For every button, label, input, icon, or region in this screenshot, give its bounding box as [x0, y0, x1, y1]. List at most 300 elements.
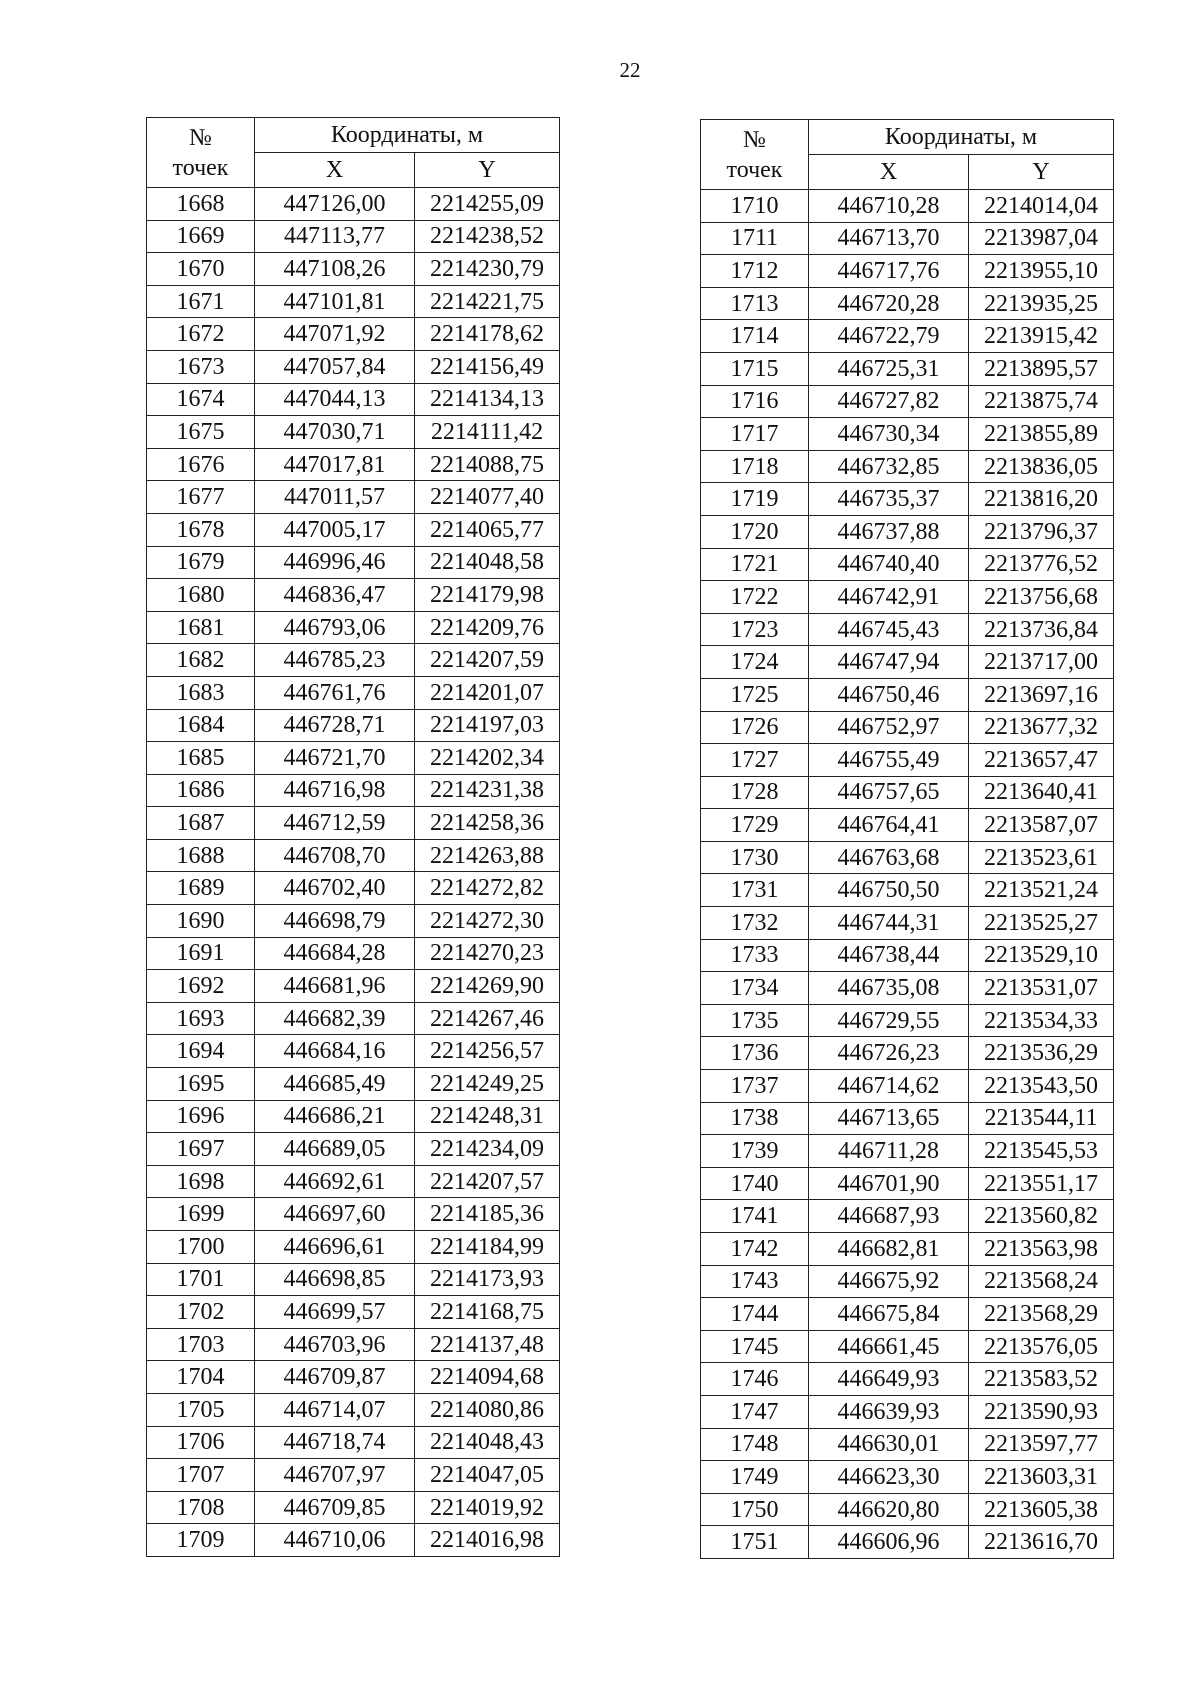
- table-row: [147, 546, 560, 579]
- x-coordinate-cell: 446692,61: [255, 1165, 415, 1198]
- table-row: [147, 253, 560, 286]
- table-row: [701, 678, 1114, 711]
- table-row: [701, 222, 1114, 255]
- y-coordinate-cell: 2214094,68: [415, 1361, 560, 1394]
- y-coordinate-cell: 2214263,88: [415, 839, 560, 872]
- table-row: [147, 1263, 560, 1296]
- point-number-cell: 1689: [147, 872, 255, 905]
- x-coordinate-cell: 446710,28: [809, 190, 969, 223]
- x-coordinate-cell: 446689,05: [255, 1133, 415, 1166]
- y-coordinate-cell: 2214185,36: [415, 1198, 560, 1231]
- table-row: [701, 548, 1114, 581]
- table-row: [147, 318, 560, 351]
- x-coordinate-cell: 446713,70: [809, 222, 969, 255]
- table-row: [701, 1395, 1114, 1428]
- x-coordinate-cell: 447044,13: [255, 383, 415, 416]
- y-coordinate-cell: 2213529,10: [969, 939, 1114, 972]
- x-coordinate-cell: 446620,80: [809, 1493, 969, 1526]
- point-number-cell: 1704: [147, 1361, 255, 1394]
- point-number-cell: 1715: [701, 352, 809, 385]
- x-coordinate-cell: 446727,82: [809, 385, 969, 418]
- y-coordinate-cell: 2214065,77: [415, 513, 560, 546]
- table-row: [701, 1102, 1114, 1135]
- x-coordinate-cell: 446703,96: [255, 1328, 415, 1361]
- point-number-cell: 1700: [147, 1231, 255, 1264]
- y-coordinate-cell: 2214269,90: [415, 970, 560, 1003]
- point-number-cell: 1730: [701, 841, 809, 874]
- y-coordinate-cell: 2213836,05: [969, 450, 1114, 483]
- point-number-cell: 1735: [701, 1004, 809, 1037]
- x-coordinate-cell: 446661,45: [809, 1330, 969, 1363]
- y-coordinate-cell: 2213568,29: [969, 1298, 1114, 1331]
- point-number-cell: 1691: [147, 937, 255, 970]
- y-coordinate-cell: 2214019,92: [415, 1491, 560, 1524]
- y-coordinate-cell: 2214047,05: [415, 1459, 560, 1492]
- point-number-cell: 1669: [147, 220, 255, 253]
- y-coordinate-cell: 2214231,38: [415, 774, 560, 807]
- x-coordinate-cell: 446740,40: [809, 548, 969, 581]
- y-coordinate-cell: 2213915,42: [969, 320, 1114, 353]
- y-coordinate-cell: 2214048,58: [415, 546, 560, 579]
- x-coordinate-cell: 446721,70: [255, 742, 415, 775]
- table-row: [147, 839, 560, 872]
- point-number-cell: 1733: [701, 939, 809, 972]
- table-row: [701, 744, 1114, 777]
- point-number-cell: 1677: [147, 481, 255, 514]
- point-number-cell: 1749: [701, 1461, 809, 1494]
- point-number-header: [147, 118, 255, 188]
- x-coordinate-cell: 446747,94: [809, 646, 969, 679]
- x-coordinate-cell: 446623,30: [809, 1461, 969, 1494]
- x-coordinate-cell: 446763,68: [809, 841, 969, 874]
- table-row: [701, 1037, 1114, 1070]
- point-number-cell: 1693: [147, 1002, 255, 1035]
- table-row: [701, 711, 1114, 744]
- y-coordinate-cell: 2213543,50: [969, 1070, 1114, 1103]
- table-row: [147, 579, 560, 612]
- y-coordinate-cell: 2213536,29: [969, 1037, 1114, 1070]
- y-coordinate-cell: 2213597,77: [969, 1428, 1114, 1461]
- y-coordinate-cell: 2213521,24: [969, 874, 1114, 907]
- table-row: [701, 1200, 1114, 1233]
- x-coordinate-cell: 446711,28: [809, 1135, 969, 1168]
- y-coordinate-cell: 2213657,47: [969, 744, 1114, 777]
- point-number-cell: 1747: [701, 1395, 809, 1428]
- y-coordinate-cell: 2213560,82: [969, 1200, 1114, 1233]
- point-number-cell: 1705: [147, 1393, 255, 1426]
- point-number-cell: 1678: [147, 513, 255, 546]
- table-row: [147, 513, 560, 546]
- x-coordinate-cell: 446696,61: [255, 1231, 415, 1264]
- y-coordinate-cell: 2214080,86: [415, 1393, 560, 1426]
- x-coordinate-cell: 446764,41: [809, 809, 969, 842]
- point-number-cell: 1708: [147, 1491, 255, 1524]
- table-row: [147, 188, 560, 221]
- point-number-cell: 1736: [701, 1037, 809, 1070]
- point-number-cell: 1683: [147, 676, 255, 709]
- table-row: [701, 939, 1114, 972]
- point-number-header: [701, 120, 809, 190]
- table-row: [147, 383, 560, 416]
- point-number-cell: 1722: [701, 581, 809, 614]
- y-coordinate-cell: 2213568,24: [969, 1265, 1114, 1298]
- table-row: [701, 1526, 1114, 1559]
- point-number-cell: 1737: [701, 1070, 809, 1103]
- point-number-cell: 1676: [147, 448, 255, 481]
- y-coordinate-cell: 2214230,79: [415, 253, 560, 286]
- table-row: [147, 448, 560, 481]
- table-body-left: [147, 188, 560, 1557]
- table-row: [147, 970, 560, 1003]
- y-coordinate-cell: 2214111,42: [415, 416, 560, 449]
- y-coordinate-cell: 2213545,53: [969, 1135, 1114, 1168]
- x-coordinate-cell: 446744,31: [809, 907, 969, 940]
- x-coordinate-cell: 447011,57: [255, 481, 415, 514]
- table-row: [701, 646, 1114, 679]
- table-row: [701, 287, 1114, 320]
- x-coordinate-cell: 446996,46: [255, 546, 415, 579]
- point-number-cell: 1709: [147, 1524, 255, 1557]
- point-number-cell: 1713: [701, 287, 809, 320]
- point-number-cell: 1717: [701, 418, 809, 451]
- x-coordinate-cell: 446785,23: [255, 644, 415, 677]
- y-coordinate-cell: 2214168,75: [415, 1296, 560, 1329]
- coordinates-table-left: [146, 117, 560, 1557]
- y-coordinate-cell: 2214272,30: [415, 905, 560, 938]
- y-coordinate-cell: 2213603,31: [969, 1461, 1114, 1494]
- table-row: [701, 1298, 1114, 1331]
- table-row: [147, 1296, 560, 1329]
- x-coordinate-cell: 446682,39: [255, 1002, 415, 1035]
- y-coordinate-cell: 2213616,70: [969, 1526, 1114, 1559]
- point-number-cell: 1703: [147, 1328, 255, 1361]
- x-coordinate-cell: 447126,00: [255, 188, 415, 221]
- point-number-cell: 1720: [701, 515, 809, 548]
- y-coordinate-cell: 2213955,10: [969, 255, 1114, 288]
- x-coordinate-cell: 446714,62: [809, 1070, 969, 1103]
- x-coordinate-cell: 446755,49: [809, 744, 969, 777]
- x-coordinate-cell: 446836,47: [255, 579, 415, 612]
- y-coordinate-cell: 2214267,46: [415, 1002, 560, 1035]
- table-row: [147, 709, 560, 742]
- table-row: [147, 937, 560, 970]
- table-row: [701, 841, 1114, 874]
- table-row: [701, 1493, 1114, 1526]
- table-row: [147, 1068, 560, 1101]
- y-coordinate-cell: 2214209,76: [415, 611, 560, 644]
- point-number-cell: 1751: [701, 1526, 809, 1559]
- table-row: [147, 807, 560, 840]
- table-row: [147, 1133, 560, 1166]
- number-sign-label: №: [189, 124, 212, 151]
- point-number-cell: 1711: [701, 222, 809, 255]
- y-coordinate-cell: 2214238,52: [415, 220, 560, 253]
- point-number-cell: 1748: [701, 1428, 809, 1461]
- table-row: [147, 1524, 560, 1557]
- table-row: [701, 385, 1114, 418]
- y-coordinate-cell: 2213544,11: [969, 1102, 1114, 1135]
- y-coordinate-cell: 2213935,25: [969, 287, 1114, 320]
- y-coordinate-cell: 2213717,00: [969, 646, 1114, 679]
- table-row: [701, 450, 1114, 483]
- table-row: [701, 1265, 1114, 1298]
- y-coordinate-cell: 2213605,38: [969, 1493, 1114, 1526]
- table-row: [701, 1167, 1114, 1200]
- x-coordinate-cell: 446709,87: [255, 1361, 415, 1394]
- x-coordinate-cell: 446682,81: [809, 1233, 969, 1266]
- y-coordinate-cell: 2214272,82: [415, 872, 560, 905]
- point-number-cell: 1690: [147, 905, 255, 938]
- x-coordinate-cell: 446716,98: [255, 774, 415, 807]
- table-row: [147, 1361, 560, 1394]
- x-coordinate-cell: 447030,71: [255, 416, 415, 449]
- x-coordinate-cell: 446712,59: [255, 807, 415, 840]
- table-row: [147, 1198, 560, 1231]
- x-coordinate-cell: 447005,17: [255, 513, 415, 546]
- y-coordinate-cell: 2214249,25: [415, 1068, 560, 1101]
- table-row: [701, 874, 1114, 907]
- number-sign-label: №: [743, 126, 766, 153]
- y-coordinate-cell: 2213895,57: [969, 352, 1114, 385]
- y-coordinate-cell: 2214137,48: [415, 1328, 560, 1361]
- point-number-cell: 1727: [701, 744, 809, 777]
- y-coordinate-cell: 2214134,13: [415, 383, 560, 416]
- y-coordinate-cell: 2214255,09: [415, 188, 560, 221]
- point-number-cell: 1674: [147, 383, 255, 416]
- point-number-cell: 1721: [701, 548, 809, 581]
- x-coordinate-cell: 446717,76: [809, 255, 969, 288]
- y-coordinate-cell: 2213875,74: [969, 385, 1114, 418]
- point-number-cell: 1696: [147, 1100, 255, 1133]
- y-coordinate-cell: 2213531,07: [969, 972, 1114, 1005]
- table-row: [147, 416, 560, 449]
- table-row: [701, 972, 1114, 1005]
- y-column-header: Y: [415, 153, 560, 188]
- point-number-cell: 1738: [701, 1102, 809, 1135]
- point-number-cell: 1706: [147, 1426, 255, 1459]
- point-number-cell: 1744: [701, 1298, 809, 1331]
- point-number-cell: 1723: [701, 613, 809, 646]
- table-row: [701, 255, 1114, 288]
- table-row: [147, 1165, 560, 1198]
- point-number-cell: 1726: [701, 711, 809, 744]
- point-number-cell: 1699: [147, 1198, 255, 1231]
- table-row: [147, 1426, 560, 1459]
- table-row: [701, 581, 1114, 614]
- y-coordinate-cell: 2214197,03: [415, 709, 560, 742]
- table-row: [701, 320, 1114, 353]
- point-number-cell: 1739: [701, 1135, 809, 1168]
- point-number-cell: 1728: [701, 776, 809, 809]
- point-number-cell: 1718: [701, 450, 809, 483]
- coordinates-header: Координаты, м: [809, 120, 1114, 155]
- x-column-header: X: [255, 153, 415, 188]
- x-coordinate-cell: 447017,81: [255, 448, 415, 481]
- x-coordinate-cell: 446728,71: [255, 709, 415, 742]
- x-coordinate-cell: 446738,44: [809, 939, 969, 972]
- point-number-cell: 1716: [701, 385, 809, 418]
- x-coordinate-cell: 447057,84: [255, 350, 415, 383]
- y-coordinate-cell: 2213796,37: [969, 515, 1114, 548]
- x-coordinate-cell: 446720,28: [809, 287, 969, 320]
- y-coordinate-cell: 2213697,16: [969, 678, 1114, 711]
- y-coordinate-cell: 2214248,31: [415, 1100, 560, 1133]
- table-row: [147, 905, 560, 938]
- x-coordinate-cell: 446722,79: [809, 320, 969, 353]
- point-number-cell: 1734: [701, 972, 809, 1005]
- x-coordinate-cell: 446699,57: [255, 1296, 415, 1329]
- x-coordinate-cell: 447113,77: [255, 220, 415, 253]
- y-coordinate-cell: 2214258,36: [415, 807, 560, 840]
- x-coordinate-cell: 446606,96: [809, 1526, 969, 1559]
- x-coordinate-cell: 446681,96: [255, 970, 415, 1003]
- table-row: [701, 907, 1114, 940]
- point-number-cell: 1724: [701, 646, 809, 679]
- point-number-cell: 1668: [147, 188, 255, 221]
- y-coordinate-cell: 2214016,98: [415, 1524, 560, 1557]
- table-row: [701, 776, 1114, 809]
- x-coordinate-cell: 446757,65: [809, 776, 969, 809]
- point-number-cell: 1740: [701, 1167, 809, 1200]
- y-coordinate-cell: 2214088,75: [415, 448, 560, 481]
- x-coordinate-cell: 446687,93: [809, 1200, 969, 1233]
- point-number-cell: 1675: [147, 416, 255, 449]
- x-coordinate-cell: 446708,70: [255, 839, 415, 872]
- y-coordinate-cell: 2213523,61: [969, 841, 1114, 874]
- x-coordinate-cell: 446729,55: [809, 1004, 969, 1037]
- x-coordinate-cell: 446697,60: [255, 1198, 415, 1231]
- y-coordinate-cell: 2214014,04: [969, 190, 1114, 223]
- point-number-cell: 1710: [701, 190, 809, 223]
- y-coordinate-cell: 2213736,84: [969, 613, 1114, 646]
- points-label: точек: [726, 156, 783, 183]
- point-number-cell: 1671: [147, 285, 255, 318]
- table-row: [147, 350, 560, 383]
- coordinates-table-right: [700, 119, 1114, 1559]
- table-row: [147, 1035, 560, 1068]
- table-row: [701, 1233, 1114, 1266]
- page-number: 22: [619, 58, 641, 82]
- point-number-cell: 1673: [147, 350, 255, 383]
- y-coordinate-cell: 2214077,40: [415, 481, 560, 514]
- point-number-cell: 1685: [147, 742, 255, 775]
- point-number-cell: 1731: [701, 874, 809, 907]
- table-row: [147, 220, 560, 253]
- x-coordinate-cell: 446726,23: [809, 1037, 969, 1070]
- point-number-cell: 1702: [147, 1296, 255, 1329]
- x-coordinate-cell: 446698,79: [255, 905, 415, 938]
- y-coordinate-cell: 2214270,23: [415, 937, 560, 970]
- x-coordinate-cell: 446732,85: [809, 450, 969, 483]
- table-row: [147, 742, 560, 775]
- y-coordinate-cell: 2214178,62: [415, 318, 560, 351]
- y-coordinate-cell: 2213563,98: [969, 1233, 1114, 1266]
- table-row: [701, 1330, 1114, 1363]
- point-number-cell: 1732: [701, 907, 809, 940]
- point-number-cell: 1670: [147, 253, 255, 286]
- y-coordinate-cell: 2213776,52: [969, 548, 1114, 581]
- y-coordinate-cell: 2214221,75: [415, 285, 560, 318]
- point-number-cell: 1746: [701, 1363, 809, 1396]
- x-coordinate-cell: 446735,37: [809, 483, 969, 516]
- points-label: точек: [172, 154, 229, 181]
- y-coordinate-cell: 2213525,27: [969, 907, 1114, 940]
- point-number-cell: 1719: [701, 483, 809, 516]
- point-number-cell: 1697: [147, 1133, 255, 1166]
- table-row: [147, 1491, 560, 1524]
- point-number-cell: 1688: [147, 839, 255, 872]
- y-coordinate-cell: 2213855,89: [969, 418, 1114, 451]
- point-number-cell: 1707: [147, 1459, 255, 1492]
- x-coordinate-cell: 447108,26: [255, 253, 415, 286]
- coordinates-header: Координаты, м: [255, 118, 560, 153]
- y-coordinate-cell: 2213987,04: [969, 222, 1114, 255]
- x-coordinate-cell: 446707,97: [255, 1459, 415, 1492]
- x-coordinate-cell: 446686,21: [255, 1100, 415, 1133]
- x-coordinate-cell: 446685,49: [255, 1068, 415, 1101]
- point-number-cell: 1745: [701, 1330, 809, 1363]
- x-coordinate-cell: 446675,84: [809, 1298, 969, 1331]
- point-number-cell: 1741: [701, 1200, 809, 1233]
- point-number-cell: 1698: [147, 1165, 255, 1198]
- point-number-cell: 1743: [701, 1265, 809, 1298]
- x-coordinate-cell: 446639,93: [809, 1395, 969, 1428]
- table-row: [147, 285, 560, 318]
- point-number-cell: 1692: [147, 970, 255, 1003]
- y-coordinate-cell: 2214048,43: [415, 1426, 560, 1459]
- x-coordinate-cell: 447101,81: [255, 285, 415, 318]
- table-row: [701, 1363, 1114, 1396]
- point-number-cell: 1684: [147, 709, 255, 742]
- y-column-header: Y: [969, 155, 1114, 190]
- point-number-cell: 1695: [147, 1068, 255, 1101]
- x-coordinate-cell: 446684,28: [255, 937, 415, 970]
- table-row: [701, 1461, 1114, 1494]
- x-coordinate-cell: 446649,93: [809, 1363, 969, 1396]
- point-number-cell: 1694: [147, 1035, 255, 1068]
- y-coordinate-cell: 2214173,93: [415, 1263, 560, 1296]
- point-number-cell: 1701: [147, 1263, 255, 1296]
- point-number-cell: 1750: [701, 1493, 809, 1526]
- x-coordinate-cell: 446684,16: [255, 1035, 415, 1068]
- table-row: [701, 613, 1114, 646]
- y-coordinate-cell: 2213576,05: [969, 1330, 1114, 1363]
- x-coordinate-cell: 446761,76: [255, 676, 415, 709]
- y-coordinate-cell: 2213587,07: [969, 809, 1114, 842]
- table-row: [147, 611, 560, 644]
- x-coordinate-cell: 446675,92: [809, 1265, 969, 1298]
- y-coordinate-cell: 2213816,20: [969, 483, 1114, 516]
- x-coordinate-cell: 446745,43: [809, 613, 969, 646]
- table-row: [147, 1328, 560, 1361]
- y-coordinate-cell: 2214202,34: [415, 742, 560, 775]
- table-row: [701, 190, 1114, 223]
- y-coordinate-cell: 2213677,32: [969, 711, 1114, 744]
- x-coordinate-cell: 446701,90: [809, 1167, 969, 1200]
- x-coordinate-cell: 446742,91: [809, 581, 969, 614]
- table-row: [701, 352, 1114, 385]
- x-column-header: X: [809, 155, 969, 190]
- x-coordinate-cell: 446702,40: [255, 872, 415, 905]
- y-coordinate-cell: 2214256,57: [415, 1035, 560, 1068]
- y-coordinate-cell: 2214184,99: [415, 1231, 560, 1264]
- x-coordinate-cell: 446630,01: [809, 1428, 969, 1461]
- point-number-cell: 1729: [701, 809, 809, 842]
- y-coordinate-cell: 2213756,68: [969, 581, 1114, 614]
- point-number-cell: 1714: [701, 320, 809, 353]
- y-coordinate-cell: 2213534,33: [969, 1004, 1114, 1037]
- y-coordinate-cell: 2214156,49: [415, 350, 560, 383]
